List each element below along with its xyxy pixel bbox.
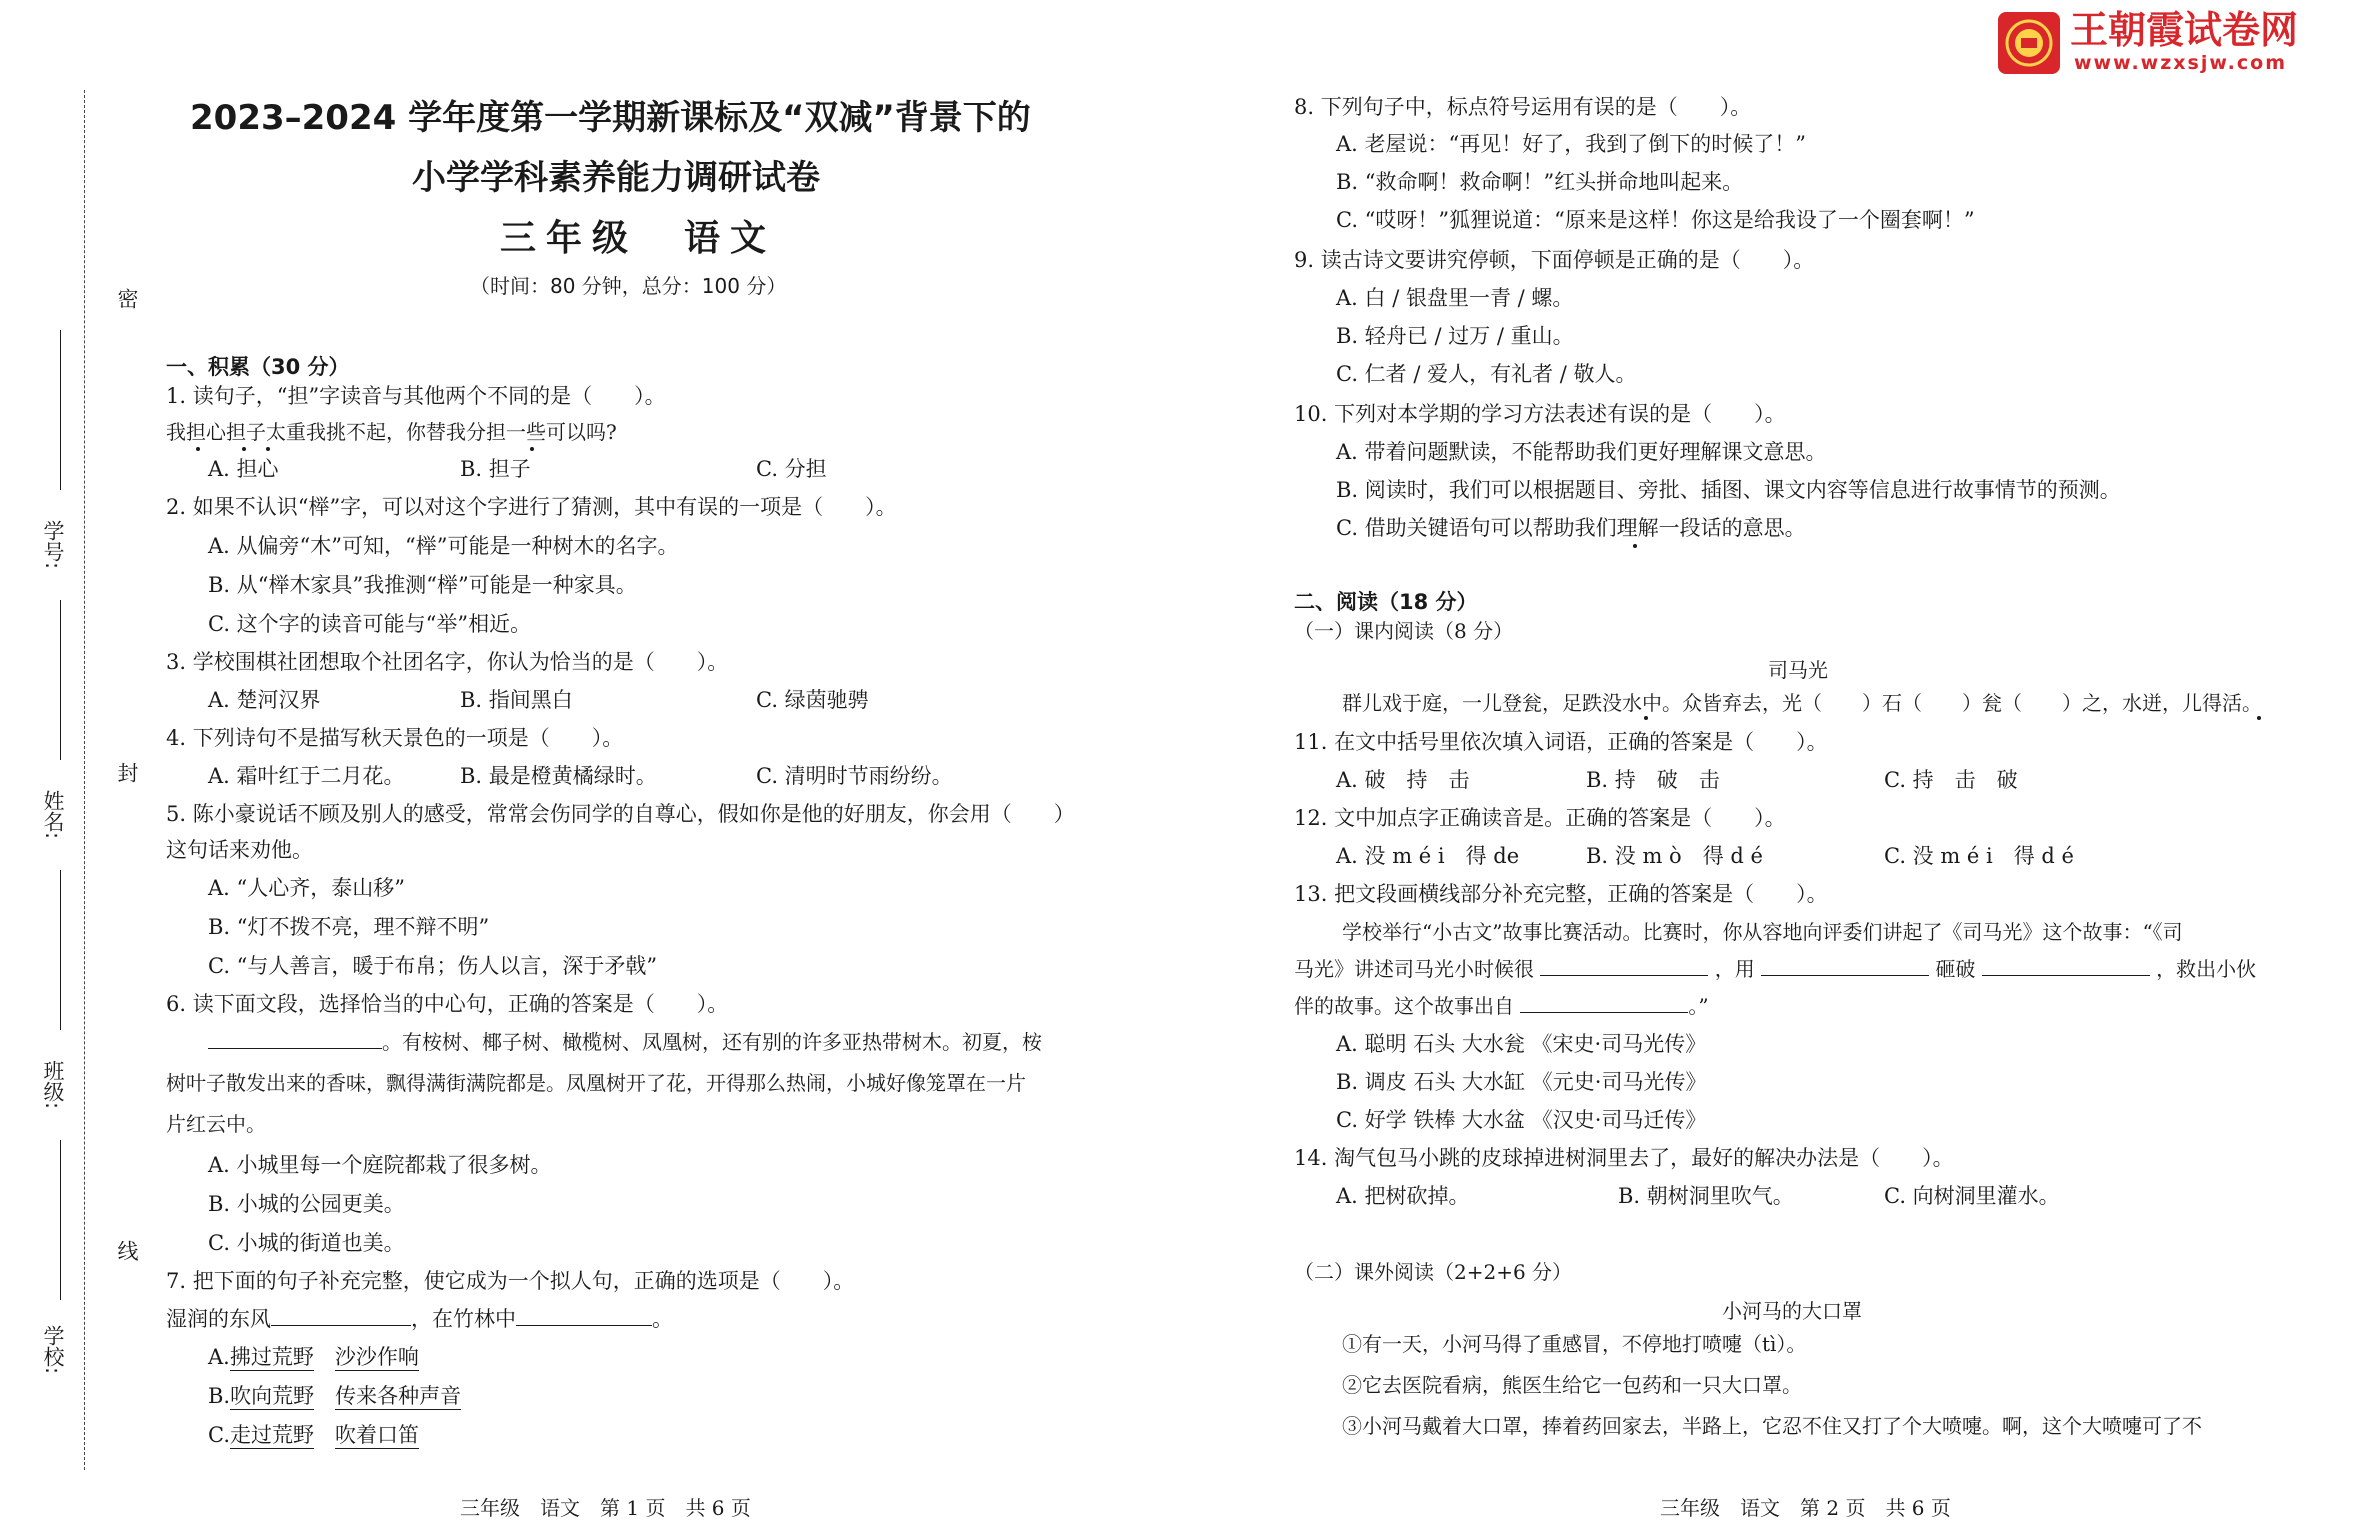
q3-option-b[interactable]: B. 指间黑白 <box>460 688 573 712</box>
emphasis-dot <box>1633 544 1637 548</box>
emphasis-dot <box>242 447 246 451</box>
q1-option-a[interactable]: A. 担心 <box>208 457 279 481</box>
q12-stem: 12. 文中加点字正确读音是。正确的答案是（ ）。 <box>1294 806 1786 830</box>
q7-stem: 7. 把下面的句子补充完整，使它成为一个拟人句，正确的选项是（ ）。 <box>166 1269 855 1293</box>
q14-option-b[interactable]: B. 朝树洞里吹气。 <box>1618 1184 1794 1208</box>
q13-stem: 13. 把文段画横线部分补充完整，正确的答案是（ ）。 <box>1294 882 1828 906</box>
q6-stem: 6. 读下面文段，选择恰当的中心句，正确的答案是（ ）。 <box>166 992 729 1016</box>
emphasis-dot <box>266 447 270 451</box>
section-2-part1-heading: （一）课内阅读（8 分） <box>1294 619 1514 643</box>
q8-option-a[interactable]: A. 老屋说：“再见！好了，我到了倒下的时候了！” <box>1336 132 1806 156</box>
q11-stem: 11. 在文中括号里依次填入词语，正确的答案是（ ）。 <box>1294 730 1828 754</box>
page-2-footer: 三年级 语文 第 2 页 共 6 页 <box>1660 1496 1951 1520</box>
q8-stem: 8. 下列句子中，标点符号运用有误的是（ ）。 <box>1294 95 1752 119</box>
answer-blank[interactable] <box>208 1030 382 1049</box>
q5-option-a[interactable]: A. “人心齐，泰山移” <box>208 876 405 900</box>
q13-option-a[interactable]: A. 聪明 石头 大水瓮 《宋史·司马光传》 <box>1336 1032 1707 1056</box>
answer-blank[interactable] <box>271 1307 411 1326</box>
q14-option-c[interactable]: C. 向树洞里灌水。 <box>1884 1184 2060 1208</box>
q5-stem-line2: 这句话来劝他。 <box>166 838 313 862</box>
q4-option-b[interactable]: B. 最是橙黄橘绿时。 <box>460 764 657 788</box>
emphasis-dot <box>530 447 534 451</box>
q8-option-b[interactable]: B. “救命啊！救命啊！”红头拼命地叫起来。 <box>1336 170 1744 194</box>
q2-option-c[interactable]: C. 这个字的读音可能与“举”相近。 <box>208 612 532 636</box>
banji-label: 班级: <box>41 1060 65 1110</box>
q3-stem: 3. 学校围棋社团想取个社团名字，你认为恰当的是（ ）。 <box>166 650 729 674</box>
xuexiao-label: 学校: <box>41 1325 65 1375</box>
logo-name: 王朝霞试卷网 <box>2070 8 2299 52</box>
emphasis-dot <box>1644 716 1648 720</box>
section-1-heading: 一、积累（30 分） <box>166 355 350 379</box>
q10-option-c[interactable]: C. 借助关键语句可以帮助我们理解一段话的意思。 <box>1336 516 1806 540</box>
binding-dashed-line <box>84 90 85 1470</box>
exam-time: （时间：80 分钟，总分：100 分） <box>470 274 787 298</box>
q2-option-a[interactable]: A. 从偏旁“木”可知，“榉”可能是一种树木的名字。 <box>208 534 679 558</box>
logo-url: www.wzxsjw.com <box>2074 52 2288 74</box>
q11-option-b[interactable]: B. 持 破 击 <box>1586 768 1720 792</box>
text1-title: 司马光 <box>1768 658 1828 682</box>
q14-option-a[interactable]: A. 把树砍掉。 <box>1336 1184 1470 1208</box>
q1-option-b[interactable]: B. 担子 <box>460 457 531 481</box>
xuehao-line <box>60 330 61 490</box>
q12-option-b[interactable]: B. 没 m ò 得 d é <box>1586 844 1763 868</box>
q4-option-c[interactable]: C. 清明时节雨纷纷。 <box>756 764 953 788</box>
q1-stem: 1. 读句子，“担”字读音与其他两个不同的是（ ）。 <box>166 384 666 408</box>
q4-stem: 4. 下列诗句不是描写秋天景色的一项是（ ）。 <box>166 726 624 750</box>
q5-stem: 5. 陈小豪说话不顾及别人的感受，常常会伤同学的自尊心，假如你是他的好朋友，你会用（ ） <box>166 802 1075 826</box>
side-xian: 线 <box>115 1240 139 1261</box>
q6-passage-line1: 。有桉树、椰子树、橄榄树、凤凰树，还有别的许多亚热带树木。初夏，桉 <box>208 1028 1042 1056</box>
exam-title-line2: 小学学科素养能力调研试卷 <box>412 158 820 198</box>
emphasis-dot <box>196 447 200 451</box>
q13-option-b[interactable]: B. 调皮 石头 大水缸 《元史·司马光传》 <box>1336 1070 1707 1094</box>
q14-stem: 14. 淘气包马小跳的皮球掉进树洞里去了，最好的解决办法是（ ）。 <box>1294 1146 1954 1170</box>
section-2-part2-heading: （二）课外阅读（2+2+6 分） <box>1294 1260 1573 1284</box>
q6-passage-line2: 树叶子散发出来的香味，飘得满街满院都是。凤凰树开了花，开得那么热闹，小城好像笼罩在一片 <box>166 1071 1026 1095</box>
q7-option-b[interactable]: B.吹向荒野 传来各种声音 <box>208 1384 462 1408</box>
q9-option-b[interactable]: B. 轻舟已 / 过万 / 重山。 <box>1336 324 1574 348</box>
xingming-line <box>60 600 61 760</box>
q10-stem: 10. 下列对本学期的学习方法表述有误的是（ ）。 <box>1294 402 1786 426</box>
q2-stem: 2. 如果不认识“榉”字，可以对这个字进行了猜测，其中有误的一项是（ ）。 <box>166 495 897 519</box>
q7-option-c[interactable]: C.走过荒野 吹着口笛 <box>208 1423 419 1447</box>
q1-sentence: 我担心担子太重我挑不起，你替我分担一些可以吗? <box>166 420 617 444</box>
logo <box>1996 8 2316 78</box>
q6-passage-line3: 片红云中。 <box>166 1112 266 1136</box>
answer-blank[interactable] <box>1540 957 1708 976</box>
xuexiao-line <box>60 1140 61 1300</box>
exam-title-grade: 三年级 语文 <box>500 218 777 259</box>
exam-title-line1: 2023–2024 学年度第一学期新课标及“双减”背景下的 <box>190 98 1031 138</box>
q7-sentence: 湿润的东风 ，在竹林中 。 <box>166 1307 673 1331</box>
q11-option-c[interactable]: C. 持 击 破 <box>1884 768 2018 792</box>
q2-option-b[interactable]: B. 从“榉木家具”我推测“榉”可能是一种家具。 <box>208 573 637 597</box>
q13-option-c[interactable]: C. 好学 铁棒 大水盆 《汉史·司马迁传》 <box>1336 1108 1707 1132</box>
side-mi: 密 <box>115 288 139 309</box>
q5-option-c[interactable]: C. “与人善言，暖于布帛；伤人以言，深于矛戟” <box>208 954 658 978</box>
q6-option-a[interactable]: A. 小城里每一个庭院都栽了很多树。 <box>208 1153 552 1177</box>
q6-option-b[interactable]: B. 小城的公园更美。 <box>208 1192 405 1216</box>
q12-option-a[interactable]: A. 没 m é i 得 de <box>1336 844 1520 868</box>
answer-blank[interactable] <box>1761 957 1929 976</box>
emphasis-dot <box>2257 716 2261 720</box>
text2-title: 小河马的大口罩 <box>1722 1299 1862 1323</box>
q1-option-c[interactable]: C. 分担 <box>756 457 827 481</box>
q10-option-b[interactable]: B. 阅读时，我们可以根据题目、旁批、插图、课文内容等信息进行故事情节的预测。 <box>1336 478 2121 502</box>
q4-option-a[interactable]: A. 霜叶红于二月花。 <box>208 764 405 788</box>
text1-passage: 群儿戏于庭，一儿登瓮，足跌没水中。众皆弃去，光（ ）石（ ）瓮（ ）之，水迸，儿得活。 <box>1342 691 2262 715</box>
q3-option-a[interactable]: A. 楚河汉界 <box>208 688 321 712</box>
answer-blank[interactable] <box>1982 957 2150 976</box>
side-feng: 封 <box>115 762 139 783</box>
q13-passage-line2: 马光》讲述司马光小时候很 ，用 砸破 ，救出小伙 <box>1294 957 2257 981</box>
q10-option-a[interactable]: A. 带着问题默读，不能帮助我们更好理解课文意思。 <box>1336 440 1827 464</box>
q8-option-c[interactable]: C. “哎呀！”狐狸说道：“原来是这样！你这是给我设了一个圈套啊！” <box>1336 208 1975 232</box>
xingming-label: 姓名: <box>41 790 65 840</box>
text2-paragraph-2: ②它去医院看病，熊医生给它一包药和一只大口罩。 <box>1342 1373 1802 1397</box>
logo-emblem-icon <box>1996 10 2062 76</box>
answer-blank[interactable] <box>1520 994 1688 1013</box>
q9-option-a[interactable]: A. 白 / 银盘里一青 / 螺。 <box>1336 286 1574 310</box>
q11-option-a[interactable]: A. 破 持 击 <box>1336 768 1470 792</box>
xuehao-label: 学号: <box>41 520 65 570</box>
page-1-footer: 三年级 语文 第 1 页 共 6 页 <box>460 1496 751 1520</box>
q13-passage-line3: 伴的故事。这个故事出自 。” <box>1294 994 1709 1018</box>
text2-paragraph-1: ①有一天，小河马得了重感冒，不停地打喷嚏（tì）。 <box>1342 1332 1807 1356</box>
q9-option-c[interactable]: C. 仁者 / 爱人，有礼者 / 敬人。 <box>1336 362 1637 386</box>
q3-option-c[interactable]: C. 绿茵驰骋 <box>756 688 869 712</box>
q5-option-b[interactable]: B. “灯不拨不亮，理不辩不明” <box>208 915 490 939</box>
answer-blank[interactable] <box>516 1307 652 1326</box>
text2-paragraph-3: ③小河马戴着大口罩，捧着药回家去，半路上，它忍不住又打了个大喷嚏。啊，这个大喷嚏可了不 <box>1342 1414 2202 1438</box>
q9-stem: 9. 读古诗文要讲究停顿，下面停顿是正确的是（ ）。 <box>1294 248 1815 272</box>
q6-option-c[interactable]: C. 小城的街道也美。 <box>208 1231 405 1255</box>
banji-line <box>60 870 61 1030</box>
q13-passage-line1: 学校举行“小古文”故事比赛活动。比赛时，你从容地向评委们讲起了《司马光》这个故事：“《司 <box>1342 920 2183 944</box>
q7-option-a[interactable]: A.拂过荒野 沙沙作响 <box>208 1345 419 1369</box>
section-2-heading: 二、阅读（18 分） <box>1294 590 1478 614</box>
q12-option-c[interactable]: C. 没 m é i 得 d é <box>1884 844 2074 868</box>
